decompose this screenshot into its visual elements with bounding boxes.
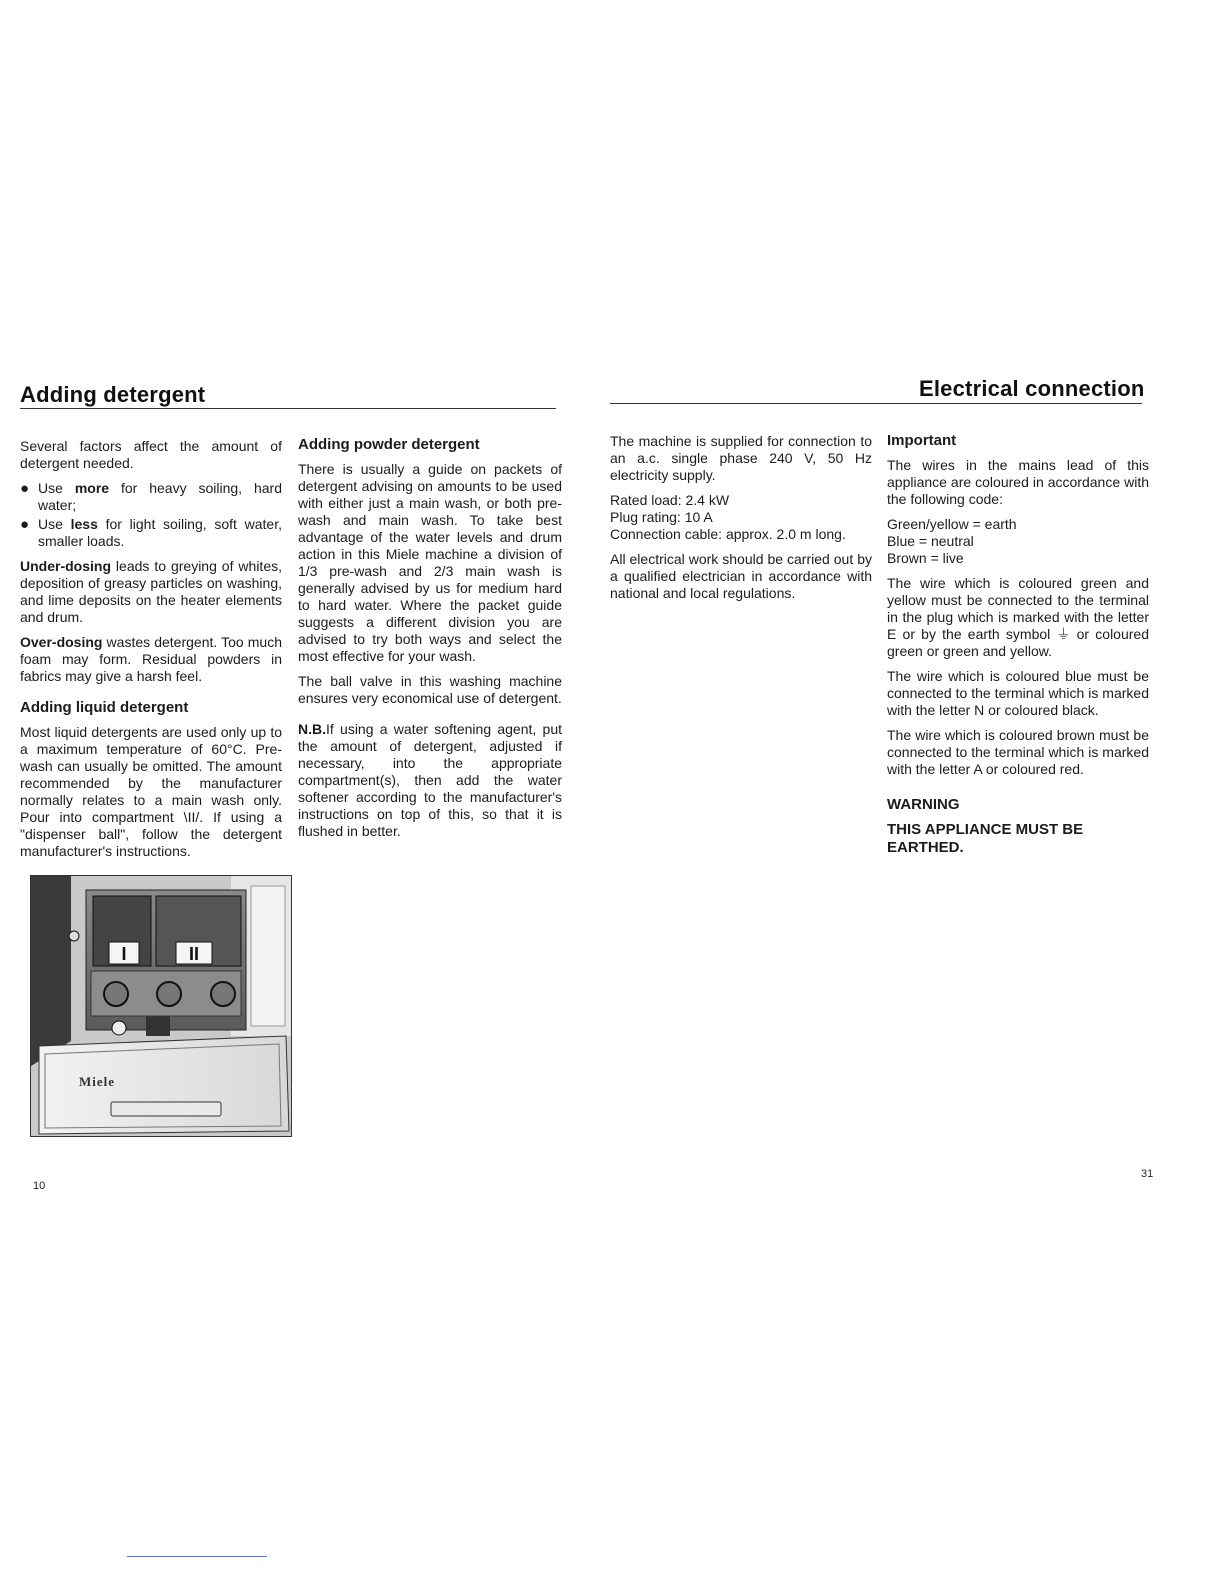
qualified-electrician-text: All electrical work should be carried out by a qualified electrician in accordance with national and local regulations. [610,551,872,601]
selector-dot-icon [69,931,79,941]
left-title-rule [20,408,556,409]
right-column-1 [610,433,872,610]
code-brown: Brown = live [887,550,964,566]
code-blue: Blue = neutral [887,533,974,549]
compartment-i-text: I [121,944,127,964]
supply-text: The machine is supplied for connection to an a.c. single phase 240 V, 50 Hz electricity supply. [610,433,872,483]
left-column-2 [298,436,562,848]
left-page-number: 10 [33,1180,46,1192]
powder-detergent-heading: Adding powder detergent [298,436,480,453]
bullet-more: ● Use more for heavy soiling, hard water; [20,480,282,513]
nb-paragraph: N.B.If using a water softening agent, put the amount of detergent, adjusted if necessary, into the appropriate compartment(s), then add the water softener according to the manufacturer's instructions on top of this, so that it is flushed in better. [298,721,562,839]
code-green-yellow: Green/yellow = earth [887,516,1017,532]
liquid-detergent-text: Most liquid detergents are used only up to a maximum temperature of 60°C. Pre-wash can usually be omitted. The amount recommended by the manufacturer normally relates to a main wash only. Pour into compartment \II/. If using a "dispenser ball", follow the detergent manufacturer's instructions. [20,724,282,859]
important-text: The wires in the mains lead of this appliance are coloured in accordance with the following code: [887,457,1149,507]
bullet-less: ● Use less for light soiling, soft water, smaller loads. [20,516,282,549]
left-page-title: Adding detergent [20,382,206,407]
dosing-bullets [20,480,282,550]
spec-rated-load: Rated load: 2.4 kW [610,492,730,508]
brown-wire-text: The wire which is coloured brown must be connected to the terminal which is marked with the letter A or coloured red. [887,727,1149,777]
bullet-dot-icon: ● [20,480,30,497]
specs-list [610,492,872,543]
blue-wire-text: The wire which is coloured blue must be connected to the terminal which is marked with the letter N or coloured black. [887,668,1149,718]
liquid-detergent-heading: Adding liquid detergent [20,699,189,716]
over-dosing-paragraph: Over-dosing wastes detergent. Too much foam may form. Residual powders in fabrics may give a harsh feel. [20,634,282,684]
spec-plug-rating: Plug rating: 10 A [610,509,713,525]
right-page-number: 31 [1141,1168,1154,1180]
earth-symbol-icon: ⏚ [1056,626,1071,642]
spec-connection-cable: Connection cable: approx. 2.0 m long. [610,526,846,542]
right-page-title: Electrical connection [919,376,1145,401]
warning-label: WARNING [887,796,960,813]
powder-detergent-text: There is usually a guide on packets of detergent advising on amounts to be used with either just a main wash, or both pre-wash and main wash. To take best advantage of the water levels and drum action in this Miele machine a division of 1/3 pre-wash and 2/3 main wash is generally advised by us for medium hard to hard water. Where the packet guide suggests a different division you are advised to try both ways and select the most effective for your wash. [298,461,562,664]
left-column-1 [20,438,282,868]
bottom-blue-line [127,1556,267,1557]
miele-logo: Miele [79,1074,116,1089]
right-title-rule [610,403,1142,404]
bullet-dot-icon: ● [20,516,30,533]
right-column-2 [887,432,1149,857]
warning-text: THIS APPLIANCE MUST BE EARTHED. [887,821,1084,856]
detergent-drawer-photo [30,875,292,1137]
flower-icon [112,1021,126,1035]
intro-text: Several factors affect the amount of detergent needed. [20,438,282,471]
under-dosing-paragraph: Under-dosing leads to greying of whites, deposition of greasy particles on washing, and lime deposits on the heater elements and drum. [20,558,282,625]
detergent-drawer-illustration [31,876,291,1136]
green-yellow-wire-text: The wire which is coloured green and yellow must be connected to the terminal in the plug which is marked with the letter E or by the earth symbol ⏚ or coloured green or green and yellow. [887,575,1149,659]
compartment-ii-text: II [188,944,200,964]
wire-color-codes [887,516,1149,567]
important-heading: Important [887,432,957,449]
ball-valve-text: The ball valve in this washing machine ensures very economical use of detergent. [298,673,562,706]
